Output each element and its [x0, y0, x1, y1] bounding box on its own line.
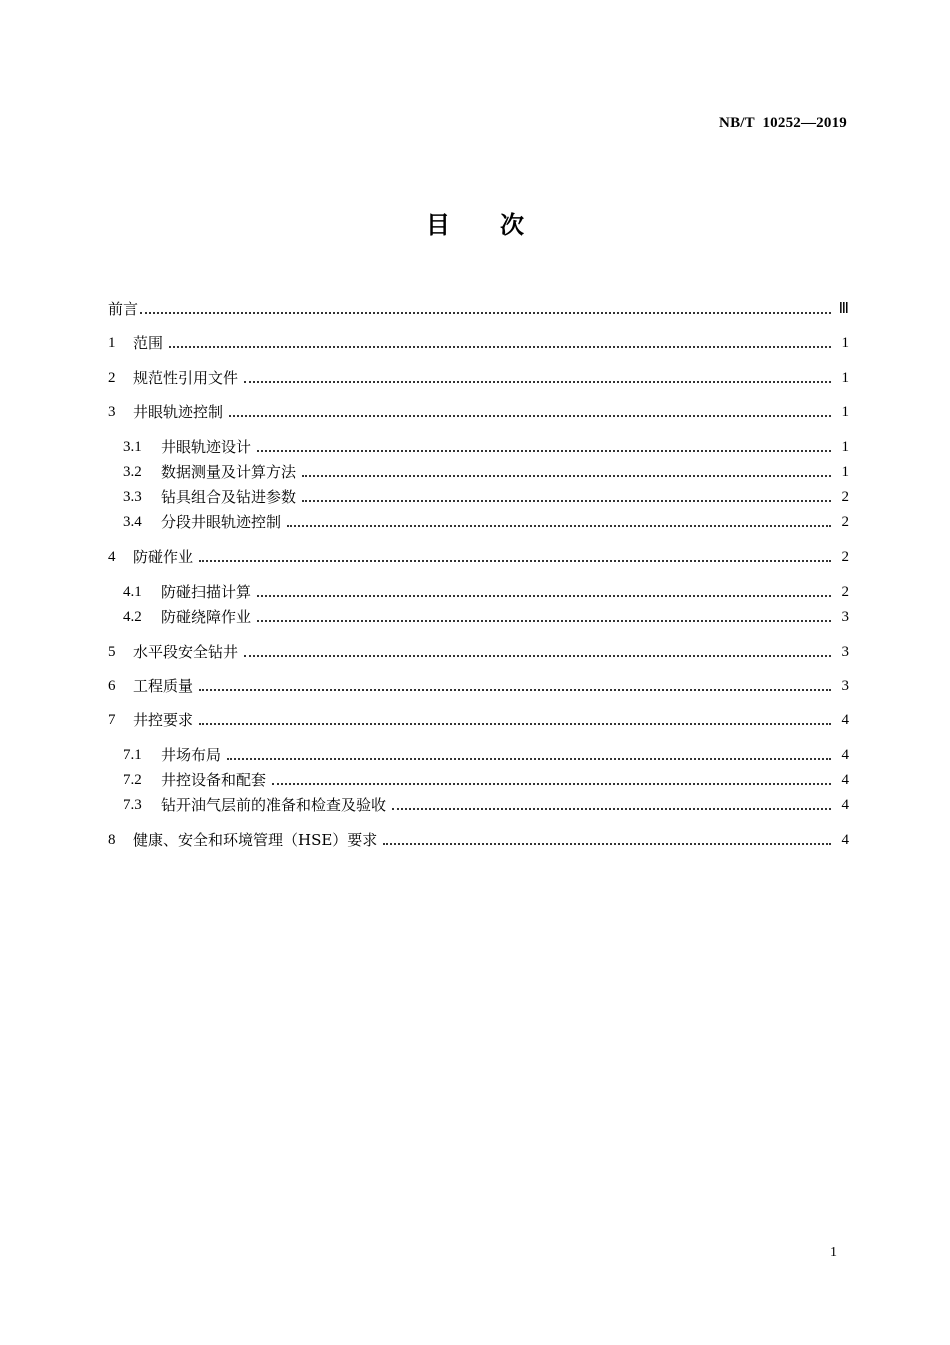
dot-leader: [257, 594, 831, 597]
toc-entry-number: 1: [108, 335, 116, 351]
toc-entry-number: 7: [108, 712, 116, 728]
toc-entry-page: 3: [841, 609, 849, 625]
toc-entry-page: 3: [841, 678, 849, 694]
toc-entry-label: 井控设备和配套: [161, 771, 267, 789]
toc-entry-2[interactable]: [108, 367, 849, 389]
toc-entry-number: 3.2: [123, 464, 142, 480]
toc-entry-number: 4.2: [123, 609, 142, 625]
dot-leader: [227, 757, 831, 760]
dot-leader: [199, 688, 831, 691]
dot-leader: [257, 449, 831, 452]
toc-entry-1[interactable]: [108, 332, 849, 354]
toc-entry-page: 1: [841, 370, 849, 386]
toc-entry-label: 井控要求: [133, 711, 194, 729]
toc-entry-page: 2: [841, 549, 849, 565]
dot-leader: [199, 722, 831, 725]
toc-entry-number: 3.4: [123, 514, 142, 530]
dot-leader: [244, 654, 831, 657]
toc-entry-page: 4: [841, 712, 849, 728]
toc-entry-label: 分段井眼轨迹控制: [161, 513, 282, 531]
toc-entry-label: 井场布局: [161, 746, 222, 764]
toc-entry-page: 1: [841, 439, 849, 455]
toc-entry-number: 3.3: [123, 489, 142, 505]
dot-leader: [272, 782, 831, 785]
toc-entry-page: 4: [841, 832, 849, 848]
toc-entry-number: 7.2: [123, 772, 142, 788]
toc-entry-label: 工程质量: [133, 677, 194, 695]
toc-entry-number: 3.1: [123, 439, 142, 455]
toc-entry-4[interactable]: [108, 546, 849, 568]
toc-entry-number: 6: [108, 678, 116, 694]
toc-entry-label: 数据测量及计算方法: [161, 463, 297, 481]
toc-entry-number: 2: [108, 370, 116, 386]
toc-entry-page: 1: [841, 404, 849, 420]
page-number: 1: [830, 1245, 837, 1260]
toc-entry-5[interactable]: [108, 641, 849, 663]
dot-leader: [383, 842, 831, 845]
toc-entry-number: 8: [108, 832, 116, 848]
toc-entry-page: 4: [841, 772, 849, 788]
toc-entry-3-4[interactable]: [123, 511, 849, 533]
toc-entry-page: 1: [841, 464, 849, 480]
toc-entry-label: 范围: [133, 334, 164, 352]
dot-leader: [302, 474, 831, 477]
toc-entry-label: 健康、安全和环境管理（HSE）要求: [133, 831, 378, 849]
toc-entry-number: 4: [108, 549, 116, 565]
toc-entry-page: 3: [841, 644, 849, 660]
toc-entry-number: 7.1: [123, 747, 142, 763]
dot-leader: [302, 499, 831, 502]
toc-entry-3[interactable]: [108, 401, 849, 423]
standard-code: NB/T 10252—2019: [719, 115, 847, 131]
dot-leader: [257, 619, 831, 622]
dot-leader: [229, 414, 831, 417]
toc-entry-4-2[interactable]: [123, 606, 849, 628]
toc-entry-page: 2: [841, 489, 849, 505]
toc-entry-7-1[interactable]: [123, 744, 849, 766]
toc-entry-3-2[interactable]: [123, 461, 849, 483]
toc-entry-7[interactable]: [108, 709, 849, 731]
toc-entry-number: 5: [108, 644, 116, 660]
toc-entry-number: 7.3: [123, 797, 142, 813]
toc-entry-page: Ⅲ: [838, 301, 849, 317]
toc-entry-7-3[interactable]: [123, 794, 849, 816]
title-char-2: 次: [500, 211, 524, 239]
toc-entry-number: 4.1: [123, 584, 142, 600]
dot-leader: [392, 807, 831, 810]
toc-entry-8[interactable]: [108, 829, 849, 851]
toc-entry-7-2[interactable]: [123, 769, 849, 791]
toc-entry-number: 3: [108, 404, 116, 420]
dot-leader: [169, 345, 831, 348]
toc-entry-label: 井眼轨迹控制: [133, 403, 224, 421]
toc-entry-label: 钻开油气层前的准备和检查及验收: [161, 796, 387, 814]
dot-leader: [244, 380, 831, 383]
toc-entry-4-1[interactable]: [123, 581, 849, 603]
table-of-contents: [108, 0, 849, 1345]
toc-entry-label: 水平段安全钻井: [133, 643, 239, 661]
dot-leader: [199, 559, 831, 562]
toc-entry-page: 2: [841, 584, 849, 600]
toc-entry-label: 防碰绕障作业: [161, 608, 252, 626]
toc-entry-label: 规范性引用文件: [133, 369, 239, 387]
toc-entry-page: 4: [841, 747, 849, 763]
toc-entry-page: 4: [841, 797, 849, 813]
toc-entry-3-1[interactable]: [123, 436, 849, 458]
toc-entry-label: 防碰作业: [133, 548, 194, 566]
toc-entry-6[interactable]: [108, 675, 849, 697]
toc-entry-page: 1: [841, 335, 849, 351]
toc-entry-label: 防碰扫描计算: [161, 583, 252, 601]
dot-leader: [140, 311, 831, 314]
toc-entry-3-3[interactable]: [123, 486, 849, 508]
toc-entry-label: 钻具组合及钻进参数: [161, 488, 297, 506]
toc-entry-page: 2: [841, 514, 849, 530]
toc-entry-label: 前言: [108, 300, 139, 318]
toc-entry-label: 井眼轨迹设计: [161, 438, 252, 456]
dot-leader: [287, 524, 831, 527]
toc-entry-foreword[interactable]: [108, 298, 849, 320]
title-char-1: 目: [426, 211, 450, 239]
